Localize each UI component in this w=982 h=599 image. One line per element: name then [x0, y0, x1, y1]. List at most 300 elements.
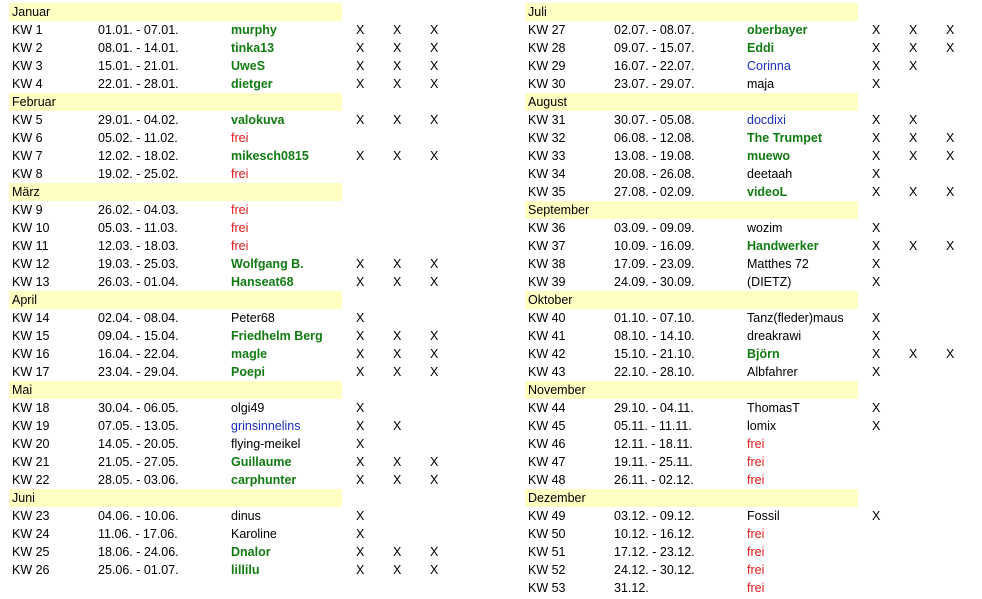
week-number: KW 35: [528, 185, 566, 199]
week-row: [525, 183, 980, 201]
week-row: [9, 147, 499, 165]
participant-name: Karoline: [231, 527, 277, 541]
week-row: [525, 111, 980, 129]
week-number: KW 18: [12, 401, 50, 415]
check-mark: X: [356, 401, 365, 415]
week-number: KW 23: [12, 509, 50, 523]
date-range: 24.09. - 30.09.: [614, 275, 695, 289]
date-range: 16.04. - 22.04.: [98, 347, 179, 361]
week-row: [525, 219, 980, 237]
date-range: 14.05. - 20.05.: [98, 437, 179, 451]
month-header: Oktober: [525, 291, 858, 309]
week-number: KW 47: [528, 455, 566, 469]
check-mark: X: [946, 131, 955, 145]
check-mark: X: [393, 59, 402, 73]
check-mark: X: [909, 239, 918, 253]
check-mark: X: [393, 563, 402, 577]
participant-name: tinka13: [231, 41, 275, 55]
check-mark: X: [430, 59, 439, 73]
date-range: 17.12. - 23.12.: [614, 545, 695, 559]
week-number: KW 48: [528, 473, 566, 487]
week-number: KW 34: [528, 167, 566, 181]
week-row: [9, 255, 499, 273]
week-number: KW 3: [12, 59, 43, 73]
check-mark: X: [872, 347, 881, 361]
week-row: [9, 417, 499, 435]
participant-name: valokuva: [231, 113, 285, 127]
week-number: KW 1: [12, 23, 43, 37]
check-mark: X: [393, 419, 402, 433]
week-number: KW 37: [528, 239, 566, 253]
participant-name: ThomasT: [747, 401, 800, 415]
week-number: KW 17: [12, 365, 50, 379]
week-number: KW 2: [12, 41, 43, 55]
check-mark: X: [909, 113, 918, 127]
check-mark: X: [946, 149, 955, 163]
week-row: [9, 273, 499, 291]
month-header: April: [9, 291, 342, 309]
week-row: [9, 111, 499, 129]
check-mark: X: [393, 275, 402, 289]
check-mark: X: [393, 257, 402, 271]
week-row: [525, 21, 980, 39]
week-row: [525, 435, 980, 453]
week-row: [525, 39, 980, 57]
check-mark: X: [430, 563, 439, 577]
week-row: [9, 543, 499, 561]
participant-name: frei: [747, 581, 765, 595]
month-header: Februar: [9, 93, 342, 111]
check-mark: X: [430, 23, 439, 37]
week-number: KW 38: [528, 257, 566, 271]
week-number: KW 51: [528, 545, 566, 559]
date-range: 05.03. - 11.03.: [98, 221, 178, 235]
week-number: KW 40: [528, 311, 566, 325]
check-mark: X: [356, 509, 365, 523]
month-header: Mai: [9, 381, 342, 399]
date-range: 20.08. - 26.08.: [614, 167, 695, 181]
date-range: 29.10. - 04.11.: [614, 401, 694, 415]
participant-name: Corinna: [747, 59, 791, 73]
participant-name: docdixi: [747, 113, 786, 127]
week-number: KW 11: [12, 239, 49, 253]
week-number: KW 46: [528, 437, 566, 451]
date-range: 15.01. - 21.01.: [98, 59, 179, 73]
check-mark: X: [872, 41, 881, 55]
date-range: 12.02. - 18.02.: [98, 149, 179, 163]
check-mark: X: [430, 257, 439, 271]
month-header: Juli: [525, 3, 858, 21]
check-mark: X: [393, 113, 402, 127]
check-mark: X: [356, 113, 365, 127]
date-range: 08.10. - 14.10.: [614, 329, 695, 343]
date-range: 17.09. - 23.09.: [614, 257, 695, 271]
week-number: KW 13: [12, 275, 50, 289]
date-range: 12.11. - 18.11.: [614, 437, 693, 451]
check-mark: X: [430, 41, 439, 55]
participant-name: lomix: [747, 419, 777, 433]
date-range: 08.01. - 14.01.: [98, 41, 179, 55]
week-row: [525, 237, 980, 255]
date-range: 19.11. - 25.11.: [614, 455, 693, 469]
participant-name: Friedhelm Berg: [231, 329, 323, 343]
participant-name: frei: [747, 455, 765, 469]
check-mark: X: [356, 275, 365, 289]
check-mark: X: [946, 239, 955, 253]
date-range: 31.12.: [614, 581, 649, 595]
date-range: 04.06. - 10.06.: [98, 509, 179, 523]
date-range: 30.07. - 05.08.: [614, 113, 695, 127]
date-range: 16.07. - 22.07.: [614, 59, 695, 73]
date-range: 22.01. - 28.01.: [98, 77, 179, 91]
date-range: 11.06. - 17.06.: [98, 527, 178, 541]
participant-name: oberbayer: [747, 23, 808, 37]
week-number: KW 44: [528, 401, 566, 415]
participant-name: flying-meikel: [231, 437, 301, 451]
week-row: [525, 399, 980, 417]
date-range: 05.02. - 11.02.: [98, 131, 178, 145]
week-row: [525, 129, 980, 147]
week-row: [525, 507, 980, 525]
week-number: KW 21: [12, 455, 50, 469]
week-row: [9, 507, 499, 525]
date-range: 26.03. - 01.04.: [98, 275, 179, 289]
check-mark: X: [909, 59, 918, 73]
date-range: 19.03. - 25.03.: [98, 257, 179, 271]
week-row: [525, 561, 980, 579]
date-range: 01.10. - 07.10.: [614, 311, 695, 325]
week-number: KW 24: [12, 527, 50, 541]
week-number: KW 6: [12, 131, 43, 145]
week-row: [525, 165, 980, 183]
week-number: KW 32: [528, 131, 566, 145]
participant-name: Peter68: [231, 311, 275, 325]
month-header: März: [9, 183, 342, 201]
check-mark: X: [872, 221, 881, 235]
date-range: 10.09. - 16.09.: [614, 239, 695, 253]
participant-name: frei: [231, 239, 249, 253]
check-mark: X: [946, 185, 955, 199]
week-row: [9, 453, 499, 471]
week-number: KW 43: [528, 365, 566, 379]
week-number: KW 27: [528, 23, 566, 37]
participant-name: The Trumpet: [747, 131, 823, 145]
participant-name: videoL: [747, 185, 788, 199]
date-range: 05.11. - 11.11.: [614, 419, 692, 433]
participant-name: Poepi: [231, 365, 266, 379]
participant-name: murphy: [231, 23, 277, 37]
check-mark: X: [872, 239, 881, 253]
date-range: 09.07. - 15.07.: [614, 41, 695, 55]
date-range: 03.12. - 09.12.: [614, 509, 695, 523]
week-number: KW 12: [12, 257, 50, 271]
week-number: KW 53: [528, 581, 566, 595]
participant-name: Wolfgang B.: [231, 257, 304, 271]
week-row: [9, 165, 499, 183]
date-range: 23.04. - 29.04.: [98, 365, 179, 379]
week-number: KW 7: [12, 149, 43, 163]
date-range: 07.05. - 13.05.: [98, 419, 179, 433]
check-mark: X: [430, 545, 439, 559]
month-header: Dezember: [525, 489, 858, 507]
check-mark: X: [909, 149, 918, 163]
date-range: 29.01. - 04.02.: [98, 113, 179, 127]
week-row: [525, 471, 980, 489]
participant-name: dietger: [231, 77, 273, 91]
participant-name: frei: [747, 473, 765, 487]
week-row: [525, 525, 980, 543]
week-row: [9, 129, 499, 147]
check-mark: X: [393, 77, 402, 91]
week-number: KW 30: [528, 77, 566, 91]
left-column: [9, 3, 499, 579]
week-number: KW 41: [528, 329, 566, 343]
participant-name: wozim: [747, 221, 783, 235]
check-mark: X: [393, 329, 402, 343]
date-range: 24.12. - 30.12.: [614, 563, 695, 577]
check-mark: X: [393, 347, 402, 361]
check-mark: X: [872, 185, 881, 199]
check-mark: X: [430, 329, 439, 343]
participant-name: Guillaume: [231, 455, 292, 469]
date-range: 15.10. - 21.10.: [614, 347, 695, 361]
check-mark: X: [872, 149, 881, 163]
week-row: [525, 255, 980, 273]
check-mark: X: [356, 347, 365, 361]
date-range: 02.04. - 08.04.: [98, 311, 179, 325]
week-number: KW 22: [12, 473, 50, 487]
check-mark: X: [356, 329, 365, 343]
participant-name: dreakrawi: [747, 329, 802, 343]
check-mark: X: [430, 77, 439, 91]
week-number: KW 8: [12, 167, 43, 181]
date-range: 18.06. - 24.06.: [98, 545, 179, 559]
date-range: 10.12. - 16.12.: [614, 527, 695, 541]
week-row: [9, 309, 499, 327]
check-mark: X: [356, 311, 365, 325]
week-number: KW 14: [12, 311, 50, 325]
week-row: [525, 543, 980, 561]
participant-name: frei: [747, 563, 765, 577]
participant-name: Eddi: [747, 41, 775, 55]
right-column: [525, 3, 980, 597]
check-mark: X: [393, 455, 402, 469]
week-number: KW 20: [12, 437, 50, 451]
month-header: November: [525, 381, 858, 399]
date-range: 25.06. - 01.07.: [98, 563, 179, 577]
week-row: [525, 579, 980, 597]
date-range: 26.02. - 04.03.: [98, 203, 179, 217]
participant-name: Albfahrer: [747, 365, 798, 379]
check-mark: X: [872, 167, 881, 181]
check-mark: X: [872, 329, 881, 343]
week-number: KW 5: [12, 113, 43, 127]
participant-name: dinus: [231, 509, 261, 523]
week-row: [525, 147, 980, 165]
participant-name: Handwerker: [747, 239, 819, 253]
week-row: [9, 21, 499, 39]
check-mark: X: [909, 347, 918, 361]
check-mark: X: [356, 437, 365, 451]
month-header: September: [525, 201, 858, 219]
week-number: KW 4: [12, 77, 43, 91]
check-mark: X: [872, 275, 881, 289]
check-mark: X: [872, 401, 881, 415]
week-row: [525, 75, 980, 93]
date-range: 02.07. - 08.07.: [614, 23, 695, 37]
check-mark: X: [393, 365, 402, 379]
week-row: [9, 561, 499, 579]
date-range: 22.10. - 28.10.: [614, 365, 695, 379]
check-mark: X: [430, 113, 439, 127]
participant-name: frei: [747, 527, 765, 541]
check-mark: X: [872, 59, 881, 73]
participant-name: Fossil: [747, 509, 780, 523]
check-mark: X: [872, 23, 881, 37]
participant-name: frei: [231, 221, 249, 235]
check-mark: X: [356, 473, 365, 487]
week-number: KW 36: [528, 221, 566, 235]
participant-name: frei: [747, 545, 765, 559]
week-row: [9, 39, 499, 57]
week-row: [9, 219, 499, 237]
week-row: [525, 309, 980, 327]
week-row: [9, 237, 499, 255]
participant-name: lillilu: [231, 563, 260, 577]
participant-name: deetaah: [747, 167, 793, 181]
participant-name: Matthes 72: [747, 257, 809, 271]
check-mark: X: [909, 23, 918, 37]
date-range: 12.03. - 18.03.: [98, 239, 179, 253]
date-range: 13.08. - 19.08.: [614, 149, 695, 163]
week-number: KW 45: [528, 419, 566, 433]
month-header: August: [525, 93, 858, 111]
check-mark: X: [872, 365, 881, 379]
participant-name: maja: [747, 77, 775, 91]
week-row: [9, 399, 499, 417]
check-mark: X: [430, 455, 439, 469]
check-mark: X: [356, 59, 365, 73]
date-range: 01.01. - 07.01.: [98, 23, 179, 37]
week-row: [525, 345, 980, 363]
week-row: [9, 345, 499, 363]
week-row: [525, 57, 980, 75]
week-row: [525, 453, 980, 471]
week-number: KW 29: [528, 59, 566, 73]
date-range: 06.08. - 12.08.: [614, 131, 695, 145]
week-row: [525, 327, 980, 345]
week-row: [9, 201, 499, 219]
month-header: Juni: [9, 489, 342, 507]
participant-name: frei: [231, 131, 249, 145]
participant-name: UweS: [231, 59, 266, 73]
participant-name: frei: [231, 203, 249, 217]
date-range: 30.04. - 06.05.: [98, 401, 179, 415]
check-mark: X: [393, 149, 402, 163]
check-mark: X: [872, 419, 881, 433]
check-mark: X: [356, 41, 365, 55]
participant-name: Björn: [747, 347, 780, 361]
week-row: [9, 327, 499, 345]
check-mark: X: [430, 149, 439, 163]
date-range: 19.02. - 25.02.: [98, 167, 179, 181]
week-number: KW 31: [528, 113, 566, 127]
week-number: KW 15: [12, 329, 50, 343]
check-mark: X: [430, 473, 439, 487]
week-row: [9, 525, 499, 543]
week-number: KW 25: [12, 545, 50, 559]
check-mark: X: [393, 545, 402, 559]
week-row: [9, 435, 499, 453]
check-mark: X: [356, 23, 365, 37]
date-range: 23.07. - 29.07.: [614, 77, 695, 91]
check-mark: X: [356, 527, 365, 541]
participant-name: frei: [231, 167, 249, 181]
participant-name: carphunter: [231, 473, 297, 487]
date-range: 27.08. - 02.09.: [614, 185, 695, 199]
check-mark: X: [872, 509, 881, 523]
participant-name: muewo: [747, 149, 791, 163]
check-mark: X: [946, 23, 955, 37]
participant-name: mikesch0815: [231, 149, 309, 163]
week-number: KW 28: [528, 41, 566, 55]
check-mark: X: [872, 311, 881, 325]
check-mark: X: [946, 347, 955, 361]
week-row: [525, 417, 980, 435]
week-row: [9, 471, 499, 489]
week-number: KW 9: [12, 203, 43, 217]
week-number: KW 39: [528, 275, 566, 289]
check-mark: X: [872, 113, 881, 127]
week-number: KW 16: [12, 347, 50, 361]
date-range: 21.05. - 27.05.: [98, 455, 179, 469]
check-mark: X: [393, 41, 402, 55]
check-mark: X: [356, 419, 365, 433]
week-row: [9, 57, 499, 75]
check-mark: X: [430, 347, 439, 361]
check-mark: X: [356, 545, 365, 559]
participant-name: grinsinnelins: [231, 419, 301, 433]
participant-name: Dnalor: [231, 545, 271, 559]
week-row: [525, 273, 980, 291]
week-row: [9, 363, 499, 381]
check-mark: X: [872, 131, 881, 145]
check-mark: X: [430, 275, 439, 289]
week-number: KW 26: [12, 563, 50, 577]
check-mark: X: [356, 455, 365, 469]
check-mark: X: [356, 257, 365, 271]
check-mark: X: [909, 185, 918, 199]
participant-name: Tanz(fleder)maus: [747, 311, 844, 325]
week-number: KW 10: [12, 221, 50, 235]
week-number: KW 50: [528, 527, 566, 541]
week-number: KW 19: [12, 419, 50, 433]
participant-name: Hanseat68: [231, 275, 294, 289]
participant-name: olgi49: [231, 401, 265, 415]
check-mark: X: [430, 365, 439, 379]
week-number: KW 52: [528, 563, 566, 577]
check-mark: X: [909, 131, 918, 145]
month-header: Januar: [9, 3, 342, 21]
check-mark: X: [356, 77, 365, 91]
week-number: KW 33: [528, 149, 566, 163]
participant-name: frei: [747, 437, 765, 451]
participant-name: (DIETZ): [747, 275, 792, 289]
check-mark: X: [356, 563, 365, 577]
check-mark: X: [356, 365, 365, 379]
date-range: 26.11. - 02.12.: [614, 473, 694, 487]
check-mark: X: [946, 41, 955, 55]
